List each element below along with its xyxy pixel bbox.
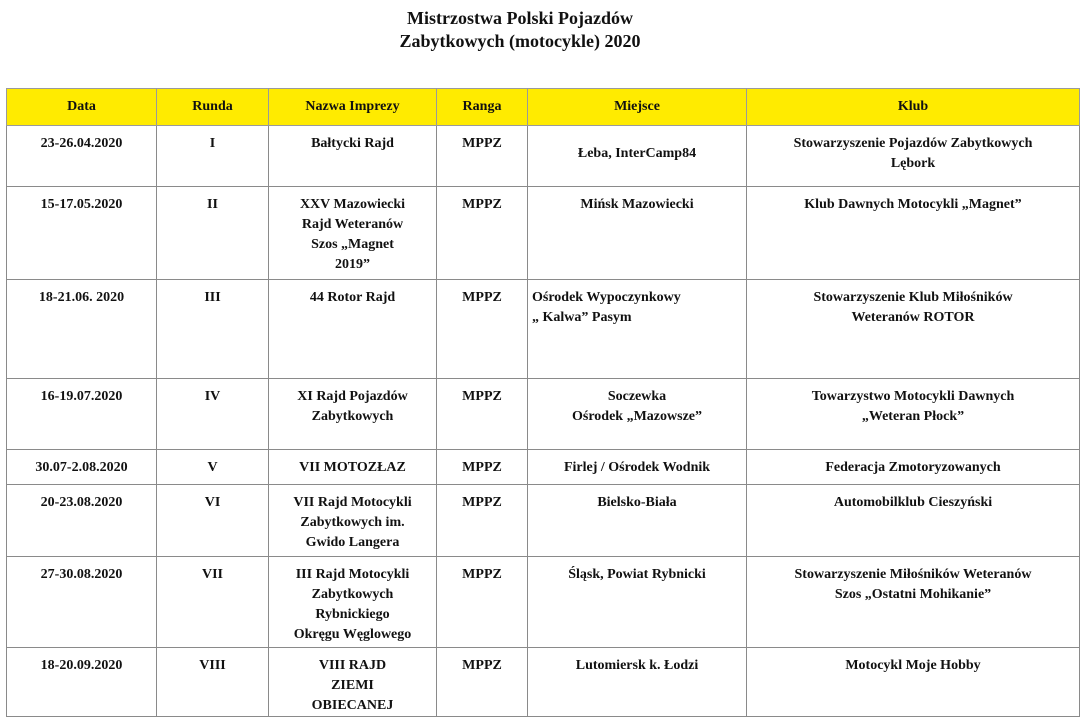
header-klub: Klub	[747, 89, 1080, 126]
cell-nazwa	[269, 450, 437, 485]
cell-line: Automobilklub Cieszyński	[833, 495, 993, 510]
cell-text: MPPZ	[462, 567, 502, 582]
cell-line: „ Kalwa” Pasym	[532, 310, 632, 325]
cell-ranga	[437, 187, 528, 280]
cell-line: Firlej / Ośrodek Wodnik	[563, 460, 711, 475]
cell-nazwa	[269, 557, 437, 648]
cell-line: „Weteran Płock”	[861, 409, 965, 424]
cell-line: Lutomiersk k. Łodzi	[575, 658, 699, 673]
header-data: Data	[7, 89, 157, 126]
cell-line: Rajd Weteranów	[301, 217, 404, 232]
cell-data	[7, 557, 157, 648]
cell-klub	[747, 648, 1080, 717]
cell-ranga	[437, 485, 528, 557]
header-runda: Runda	[157, 89, 269, 126]
cell-data	[7, 450, 157, 485]
cell-nazwa	[269, 187, 437, 280]
cell-line: ZIEMI	[331, 678, 374, 693]
cell-line: Zabytkowych	[311, 587, 394, 602]
cell-line: Towarzystwo Motocykli Dawnych	[811, 389, 1015, 404]
cell-klub	[747, 280, 1080, 379]
cell-line: VIII RAJD	[318, 658, 387, 673]
cell-text: MPPZ	[462, 197, 502, 212]
cell-text: MPPZ	[462, 658, 502, 673]
cell-miejsce	[528, 648, 747, 717]
table-row	[7, 485, 1080, 557]
cell-klub	[747, 485, 1080, 557]
cell-line: OBIECANEJ	[311, 698, 394, 713]
cell-data	[7, 187, 157, 280]
cell-text: MPPZ	[462, 136, 502, 151]
cell-text: VI	[204, 495, 221, 510]
cell-text: 18-21.06. 2020	[38, 290, 125, 305]
table-row	[7, 280, 1080, 379]
cell-line: 44 Rotor Rajd	[309, 290, 396, 305]
cell-ranga	[437, 280, 528, 379]
cell-miejsce	[528, 450, 747, 485]
cell-line: XXV Mazowiecki	[299, 197, 406, 212]
title-line-1: Mistrzostwa Polski Pojazdów	[407, 8, 633, 28]
cell-line: Okręgu Węglowego	[293, 627, 412, 642]
cell-miejsce	[528, 485, 747, 557]
cell-runda	[157, 187, 269, 280]
cell-nazwa	[269, 280, 437, 379]
cell-text: 16-19.07.2020	[40, 389, 123, 404]
cell-klub	[747, 187, 1080, 280]
cell-text: 20-23.08.2020	[40, 495, 123, 510]
cell-runda	[157, 126, 269, 187]
cell-line: XI Rajd Pojazdów	[297, 389, 408, 404]
cell-line: Bielsko-Biała	[597, 495, 677, 510]
table-row	[7, 557, 1080, 648]
cell-line: Rybnickiego	[315, 607, 390, 622]
cell-ranga	[437, 379, 528, 450]
cell-line: Szos „Ostatni Mohikanie”	[834, 587, 992, 602]
cell-runda	[157, 557, 269, 648]
cell-ranga	[437, 557, 528, 648]
table-row	[7, 648, 1080, 717]
table-row	[7, 126, 1080, 187]
cell-text: V	[207, 460, 218, 475]
cell-runda	[157, 379, 269, 450]
events-table	[6, 88, 1080, 717]
cell-runda	[157, 648, 269, 717]
table-row	[7, 187, 1080, 280]
cell-line: Łeba, InterCamp84	[577, 146, 697, 161]
cell-text: IV	[204, 389, 221, 404]
cell-text: 30.07-2.08.2020	[35, 460, 128, 475]
table-body	[7, 126, 1080, 717]
table-row	[7, 450, 1080, 485]
cell-miejsce	[528, 126, 747, 187]
title-line-2: Zabytkowych (motocykle) 2020	[399, 31, 641, 51]
cell-miejsce	[528, 379, 747, 450]
cell-line: Szos „Magnet	[311, 237, 394, 252]
header-ranga: Ranga	[437, 89, 528, 126]
cell-text: MPPZ	[462, 460, 502, 475]
cell-line: Stowarzyszenie Miłośników Weteranów	[794, 567, 1032, 582]
cell-line: Mińsk Mazowiecki	[580, 197, 694, 212]
cell-line: Federacja Zmotoryzowanych	[825, 460, 1001, 475]
cell-line: Stowarzyszenie Pojazdów Zabytkowych	[793, 136, 1033, 151]
cell-line: Ośrodek „Mazowsze”	[572, 409, 702, 424]
cell-text: III	[204, 290, 221, 305]
cell-line: Soczewka	[607, 389, 667, 404]
cell-text: MPPZ	[462, 290, 502, 305]
cell-text: VII	[201, 567, 223, 582]
cell-line: Weteranów ROTOR	[851, 310, 975, 325]
cell-data	[7, 648, 157, 717]
cell-line: Lębork	[890, 156, 936, 171]
cell-line: Śląsk, Powiat Rybnicki	[568, 567, 706, 582]
cell-klub	[747, 379, 1080, 450]
cell-line: III Rajd Motocykli	[295, 567, 410, 582]
cell-klub	[747, 126, 1080, 187]
cell-text: I	[209, 136, 216, 151]
cell-klub	[747, 557, 1080, 648]
cell-miejsce	[528, 280, 747, 379]
cell-ranga	[437, 126, 528, 187]
table-header-row	[7, 89, 1080, 126]
cell-ranga	[437, 648, 528, 717]
cell-line: Gwido Langera	[305, 535, 400, 550]
cell-runda	[157, 450, 269, 485]
cell-nazwa	[269, 648, 437, 717]
cell-text: MPPZ	[462, 389, 502, 404]
cell-text: II	[207, 197, 218, 212]
cell-data	[7, 379, 157, 450]
cell-text: 27-30.08.2020	[40, 567, 123, 582]
cell-nazwa	[269, 485, 437, 557]
cell-text: 23-26.04.2020	[40, 136, 123, 151]
cell-line: 2019”	[335, 257, 370, 272]
cell-line: Zabytkowych	[311, 409, 394, 424]
cell-runda	[157, 485, 269, 557]
cell-text: 15-17.05.2020	[40, 197, 123, 212]
cell-ranga	[437, 450, 528, 485]
cell-data	[7, 485, 157, 557]
cell-data	[7, 126, 157, 187]
cell-miejsce	[528, 557, 747, 648]
cell-line: Motocykl Moje Hobby	[845, 658, 981, 673]
cell-data	[7, 280, 157, 379]
table-row	[7, 379, 1080, 450]
cell-text: 18-20.09.2020	[40, 658, 123, 673]
cell-runda	[157, 280, 269, 379]
cell-nazwa	[269, 379, 437, 450]
header-miejsce: Miejsce	[528, 89, 747, 126]
cell-text: MPPZ	[462, 495, 502, 510]
cell-line: VII MOTOZŁAZ	[299, 460, 406, 475]
document-title	[0, 7, 1040, 53]
cell-klub	[747, 450, 1080, 485]
cell-line: Bałtycki Rajd	[311, 136, 394, 151]
cell-nazwa	[269, 126, 437, 187]
cell-miejsce	[528, 187, 747, 280]
cell-line: Stowarzyszenie Klub Miłośników	[813, 290, 1013, 305]
cell-text: VIII	[199, 658, 226, 673]
cell-line: Klub Dawnych Motocykli „Magnet”	[804, 197, 1022, 212]
cell-line: Zabytkowych im.	[300, 515, 405, 530]
header-nazwa: Nazwa Imprezy	[269, 89, 437, 126]
cell-line: Ośrodek Wypoczynkowy	[532, 290, 681, 305]
cell-line: VII Rajd Motocykli	[293, 495, 412, 510]
